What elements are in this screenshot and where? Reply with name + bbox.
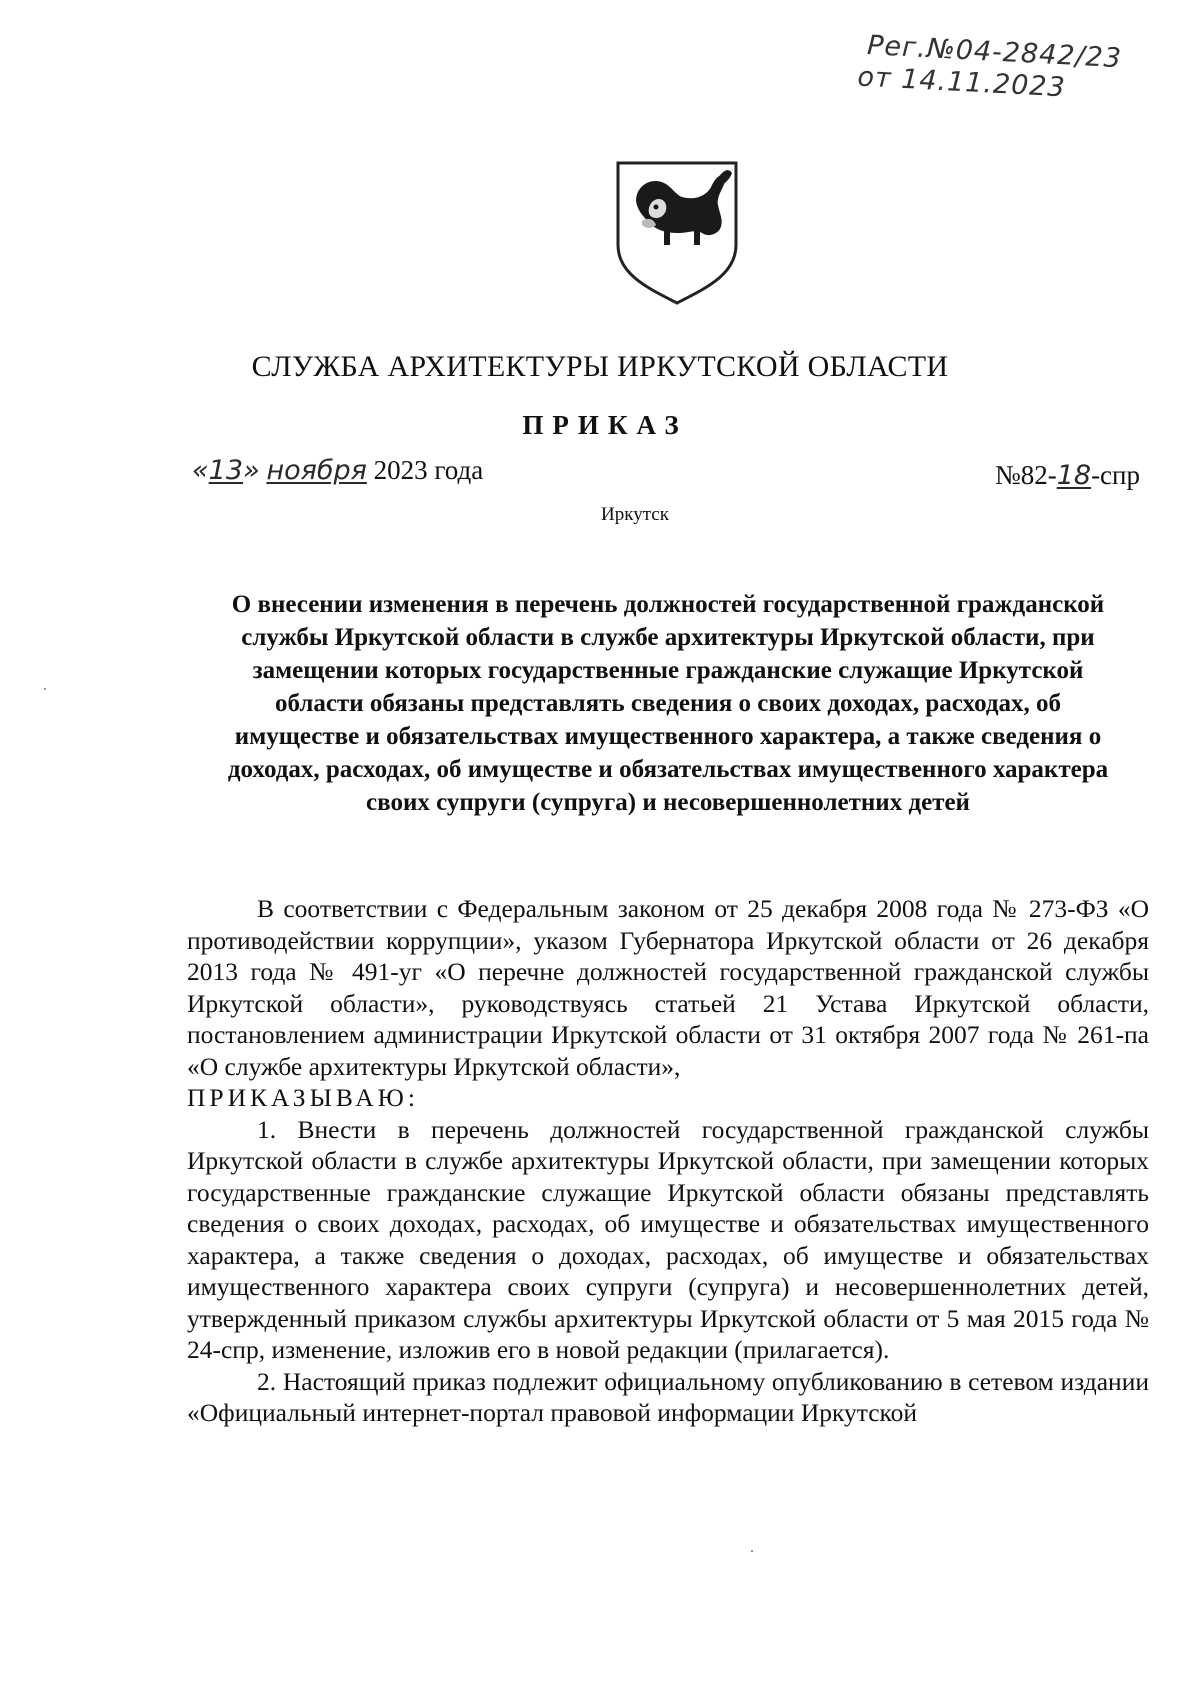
date-day: 13 <box>208 455 244 486</box>
scan-speck <box>44 688 46 690</box>
date-month: ноября <box>266 455 367 486</box>
registration-date: от 14.11.2023 <box>856 61 1067 104</box>
order-subject: О внесении изменения в перечень должностей государственной гражданской службы Иркутской области в службе архитектуры Иркутской области, при замещении которых государственные гражданские служащие Иркутской области обязаны представлять сведения о своих доходах, расходах, об имуществе и обязательствах имущественного характера, а также сведения о доходах, расходах, об имуществе и обязательствах имущественного характера своих супруги (супруга) и несовершеннолетних детей <box>227 591 1109 816</box>
order-item-2: 2. Настоящий приказ подлежит официальному опубликованию в сетевом издании «Официальный интернет-портал правовой информации Иркутской <box>187 1366 1149 1427</box>
date-close-quote: » <box>243 455 260 486</box>
irkutsk-coat-of-arms-icon <box>612 157 742 307</box>
city: Иркутск <box>601 504 669 525</box>
document-type: ПРИКАЗ <box>522 410 688 440</box>
order-item-1: 1. Внести в перечень должностей государственной гражданской службы Иркутской области в службе архитектуры Иркутской области, при замещении которых государственные гражданские служащие Иркутской области обязаны представлять сведения о своих доходах, расходах, об имуществе и обязательствах имущественного характера, а также сведения о доходах, расходах, об имуществе и обязательствах имущественного характера своих супруги (супруга) и несовершеннолетних детей, утвержденный приказом службы архитектуры Иркутской области от 5 мая 2015 года № 24-спр, изменение, изложив его в новой редакции (прилагается). <box>187 1114 1149 1364</box>
registration-stamp <box>856 30 1123 107</box>
order-number-suffix: -спр <box>1091 460 1140 490</box>
scan-speck <box>751 1550 753 1552</box>
order-body <box>187 893 1149 1429</box>
preamble-paragraph: В соответствии с Федеральным законом от 25 декабря 2008 года № 273-ФЗ «О противодействии коррупции», указом Губернатора Иркутской области от 26 декабря 2013 года № 491-уг «О перечне должностей государственной гражданской службы Иркутской области», руководствуясь статьей 21 Устава Иркутской области, постановлением администрации Иркутской области от 31 октября 2007 года № 261-па «О службе архитектуры Иркутской области», <box>187 894 1149 1081</box>
registration-number: Рег.№04-2842/23 <box>866 30 1123 75</box>
order-number <box>995 460 1140 491</box>
order-date <box>192 455 483 486</box>
organization-title: СЛУЖБА АРХИТЕКТУРЫ ИРКУТСКОЙ ОБЛАСТИ <box>251 350 949 383</box>
date-open-quote: « <box>192 455 209 486</box>
order-number-handwritten: 18 <box>1056 460 1092 491</box>
date-year: 2023 года <box>373 455 484 485</box>
order-number-prefix: №82- <box>994 460 1057 490</box>
order-word: ПРИКАЗЫВАЮ: <box>187 1083 419 1112</box>
